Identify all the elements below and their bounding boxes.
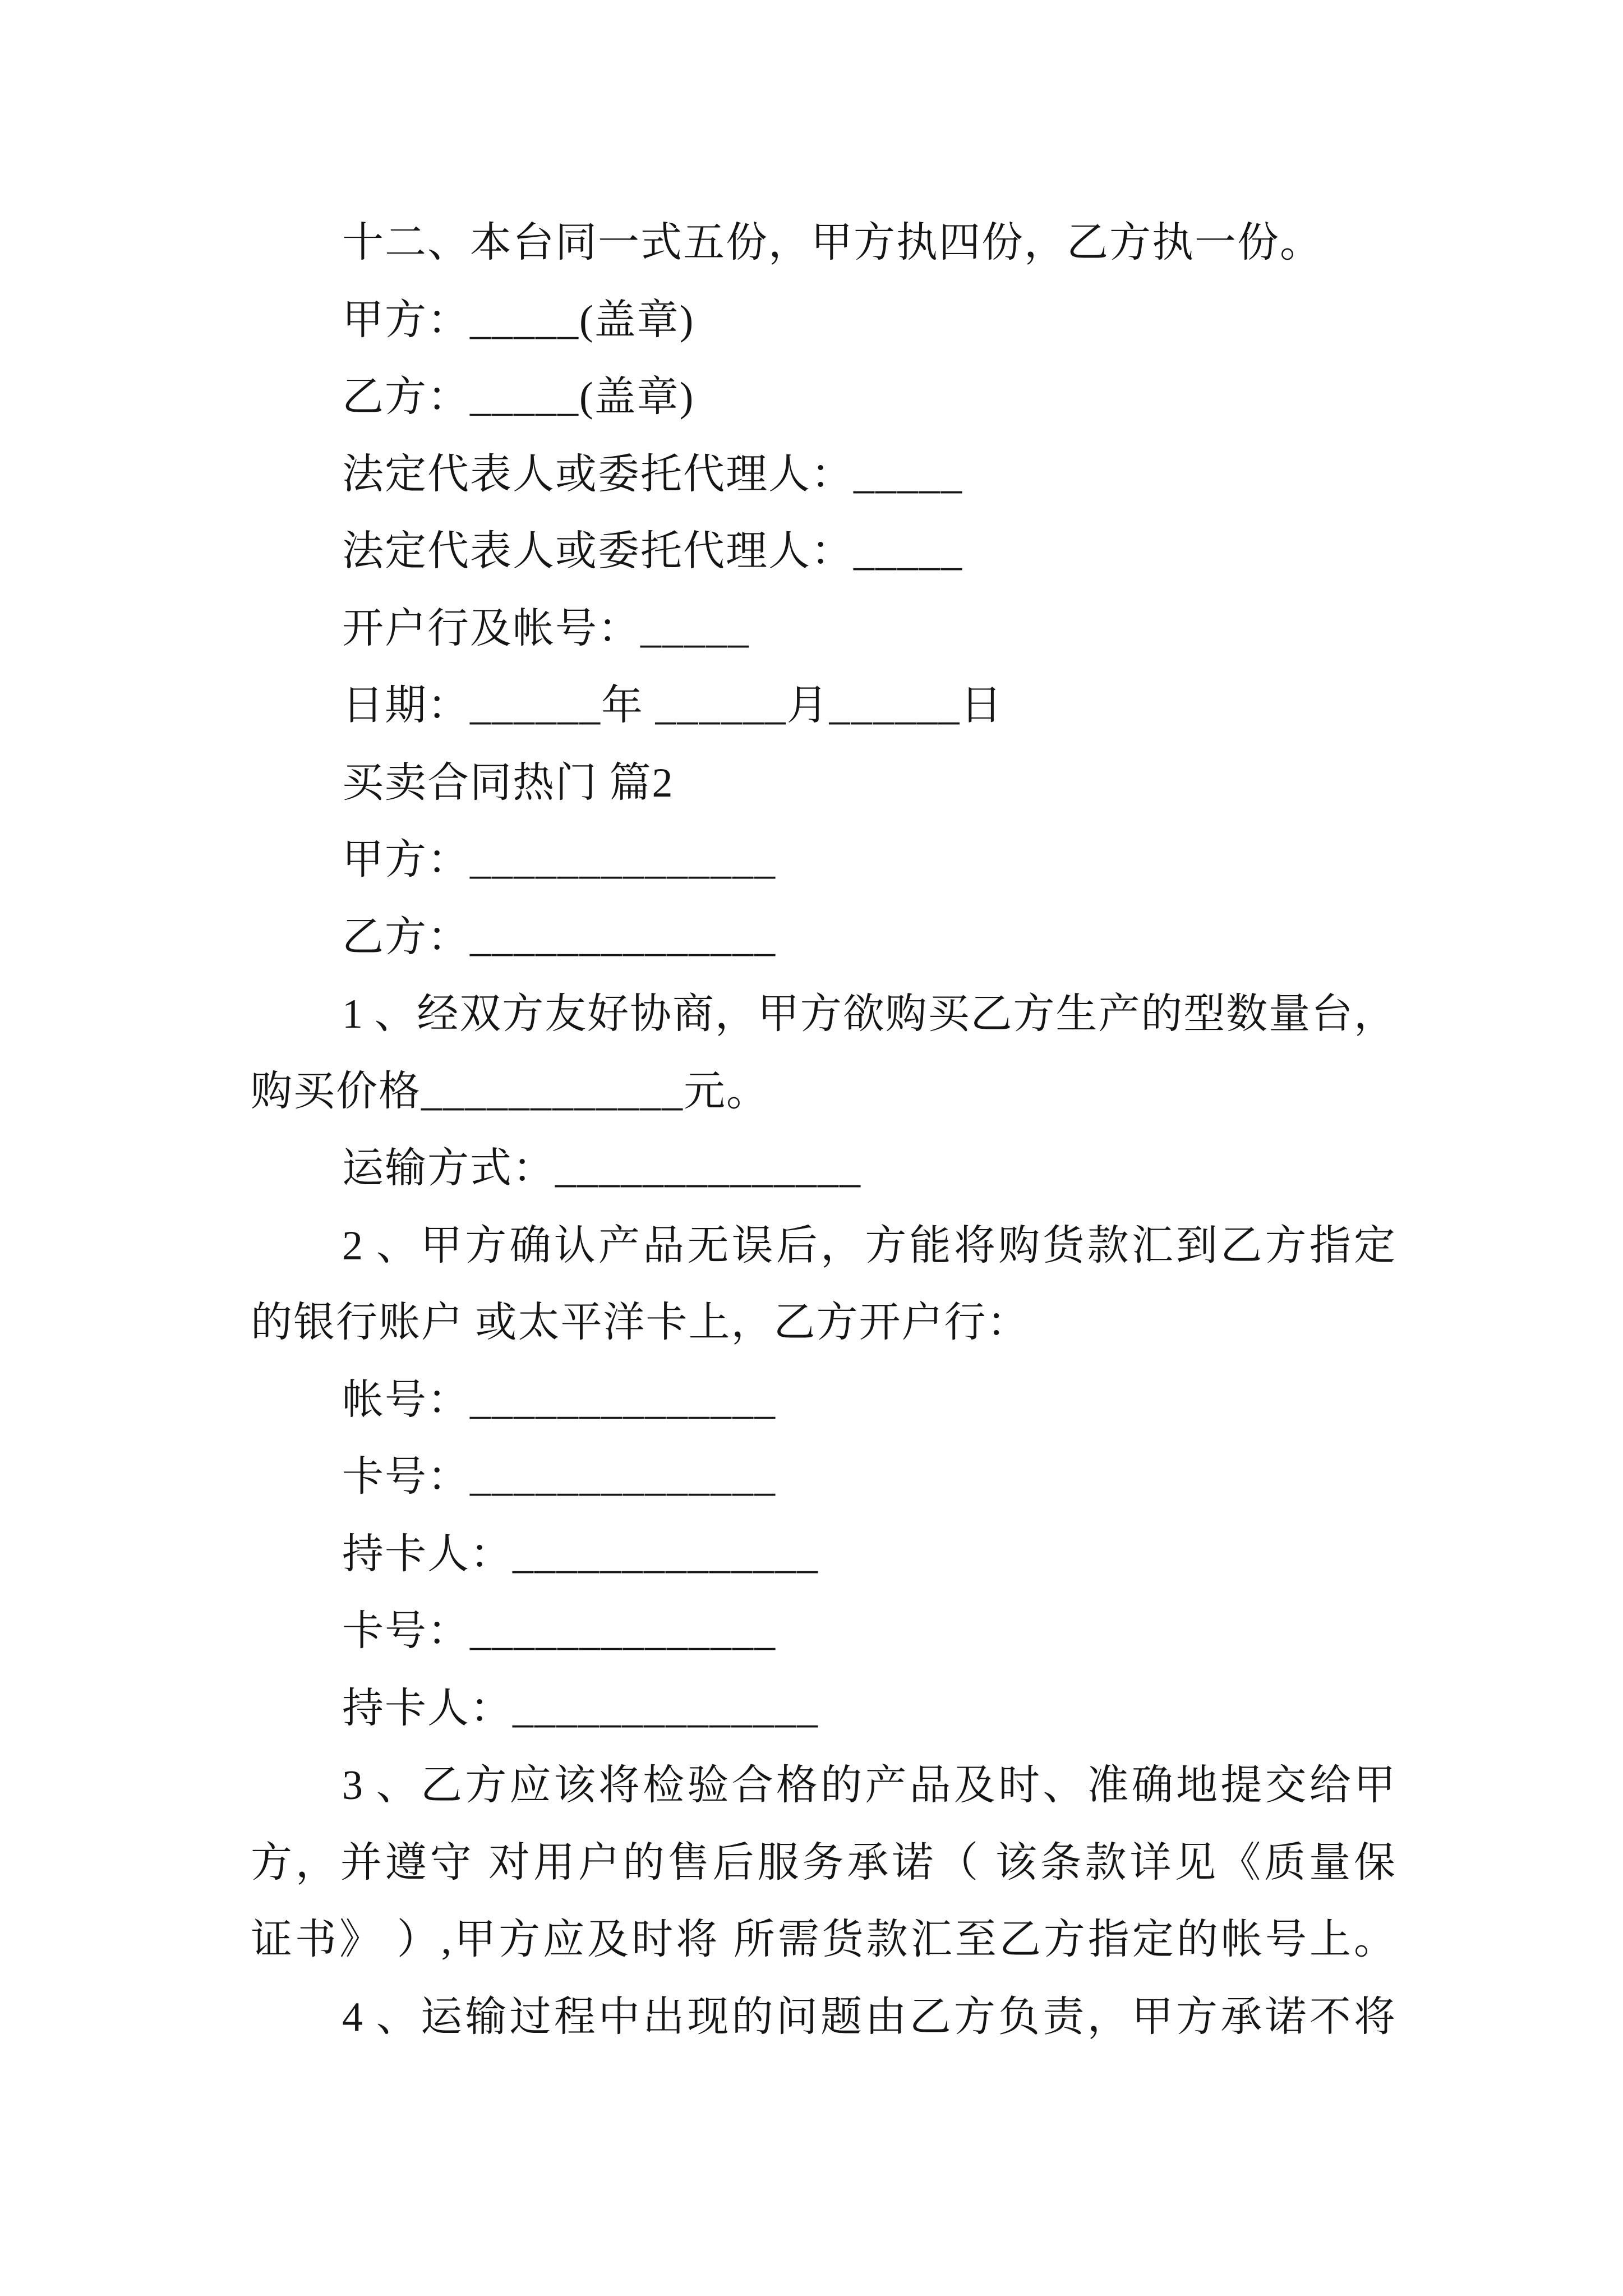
cardholder-line-2: 持卡人：______________ bbox=[342, 1685, 819, 1732]
cardholder-line-1: 持卡人：______________ bbox=[342, 1531, 819, 1577]
clause-2-line-2: 的银行账户 或太平洋卡上，乙方开户行： bbox=[251, 1300, 1030, 1346]
transport-method-line: 运输方式：______________ bbox=[342, 1145, 861, 1191]
legal-representative-line-1: 法定代表人或委托代理人：_____ bbox=[342, 451, 963, 498]
clause-12-line: 十二、本台同一式五份，甲方执四份，乙方执一份。 bbox=[342, 220, 1322, 266]
section-heading: 买卖合同热门 篇2 bbox=[342, 760, 674, 806]
clause-1-line-1: 1 、经双方友好协商，甲方欲购买乙方生产的型数量台， bbox=[342, 991, 1395, 1037]
bank-account-line: 开户行及帐号：_____ bbox=[342, 605, 750, 652]
party-b-seal-line: 乙方：_____(盖章) bbox=[342, 374, 695, 420]
clause-3-line-3: 证书》 ）,甲方应及时将 所需货款汇至乙方指定的帐号上。 bbox=[251, 1917, 1395, 1963]
clause-2-line-1: 2 、甲方确认产品无误后，方能将购货款汇到乙方指定 bbox=[342, 1222, 1395, 1269]
account-number-line: 帐号：______________ bbox=[342, 1377, 776, 1423]
clause-1-line-2: 购买价格____________元。 bbox=[251, 1068, 769, 1115]
party-a-line: 甲方：______________ bbox=[342, 837, 776, 883]
card-number-line-1: 卡号：______________ bbox=[342, 1454, 776, 1500]
party-b-line: 乙方：______________ bbox=[342, 914, 776, 960]
legal-representative-line-2: 法定代表人或委托代理人：_____ bbox=[342, 528, 963, 574]
clause-4-line-1: 4 、运输过程中出现的问题由乙方负责，甲方承诺不将 bbox=[342, 1994, 1395, 2040]
clause-3-line-2: 方，并遵守 对用户的售后服务承诺（ 该条款详见《质量保 bbox=[251, 1839, 1395, 1886]
party-a-seal-line: 甲方：_____(盖章) bbox=[342, 297, 695, 343]
clause-3-line-1: 3 、乙方应该将检验合格的产品及时、准确地提交给甲 bbox=[342, 1763, 1395, 1809]
document-body bbox=[251, 205, 1395, 2056]
date-line: 日期：______年 ______月______日 bbox=[342, 683, 1003, 729]
card-number-line-2: 卡号：______________ bbox=[342, 1608, 776, 1654]
